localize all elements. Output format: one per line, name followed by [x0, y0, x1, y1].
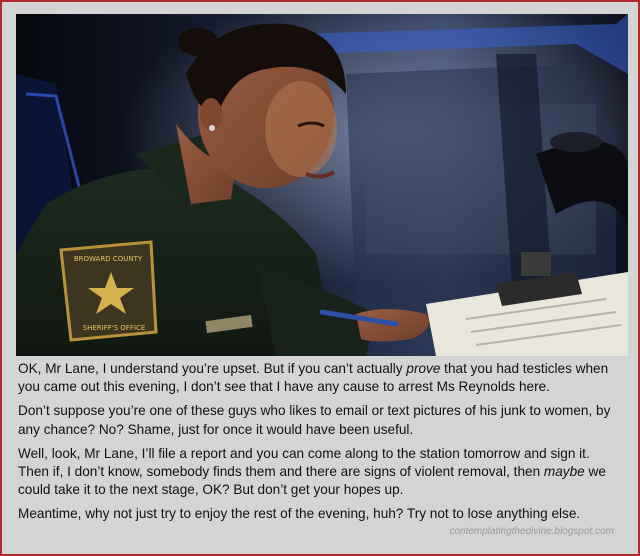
- badge-line-2: SHERIFF'S OFFICE: [82, 324, 146, 332]
- caption-p3-emphasis: maybe: [543, 464, 585, 480]
- caption-p3-end: we could take it to the next stage, OK? But don’t get your hopes up.: [18, 464, 606, 498]
- caption-paragraph-2: Don’t suppose you’re one of these guys who likes to email or text pictures of his junk to women, by any chance? No? Shame, just for once it would have been useful.: [18, 403, 611, 437]
- source-credit: contemplatingthedivine.blogspot.com: [449, 526, 614, 537]
- caption-paragraph-3: [18, 445, 624, 500]
- caption-p1-start: OK, Mr Lane, I understand you’re upset. But if you can’t actually: [18, 361, 407, 376]
- caption-p3-start: Well, look, Mr Lane, I’ll file a report and you can come along to the station tomorrow and sign it. Then if, I don’t know, somebody finds them and there are signs of violent removal, then: [18, 445, 590, 480]
- photo-illustration: [16, 14, 628, 356]
- caption-paragraph-1: [18, 360, 624, 396]
- caption-p1-end: that you had testicles when you came out this evening, I don’t see that I have any cause to arrest Ms Reynolds here.: [18, 361, 609, 395]
- shoulder-badge: [61, 242, 156, 340]
- photo: [16, 14, 628, 356]
- badge-line-1: BROWARD COUNTY: [73, 255, 143, 263]
- caption-paragraph-4: Meantime, why not just try to enjoy the rest of the evening, huh? Try not to lose anything else.: [18, 506, 581, 522]
- caption-p1-emphasis: prove: [406, 361, 441, 376]
- caption: [18, 360, 624, 530]
